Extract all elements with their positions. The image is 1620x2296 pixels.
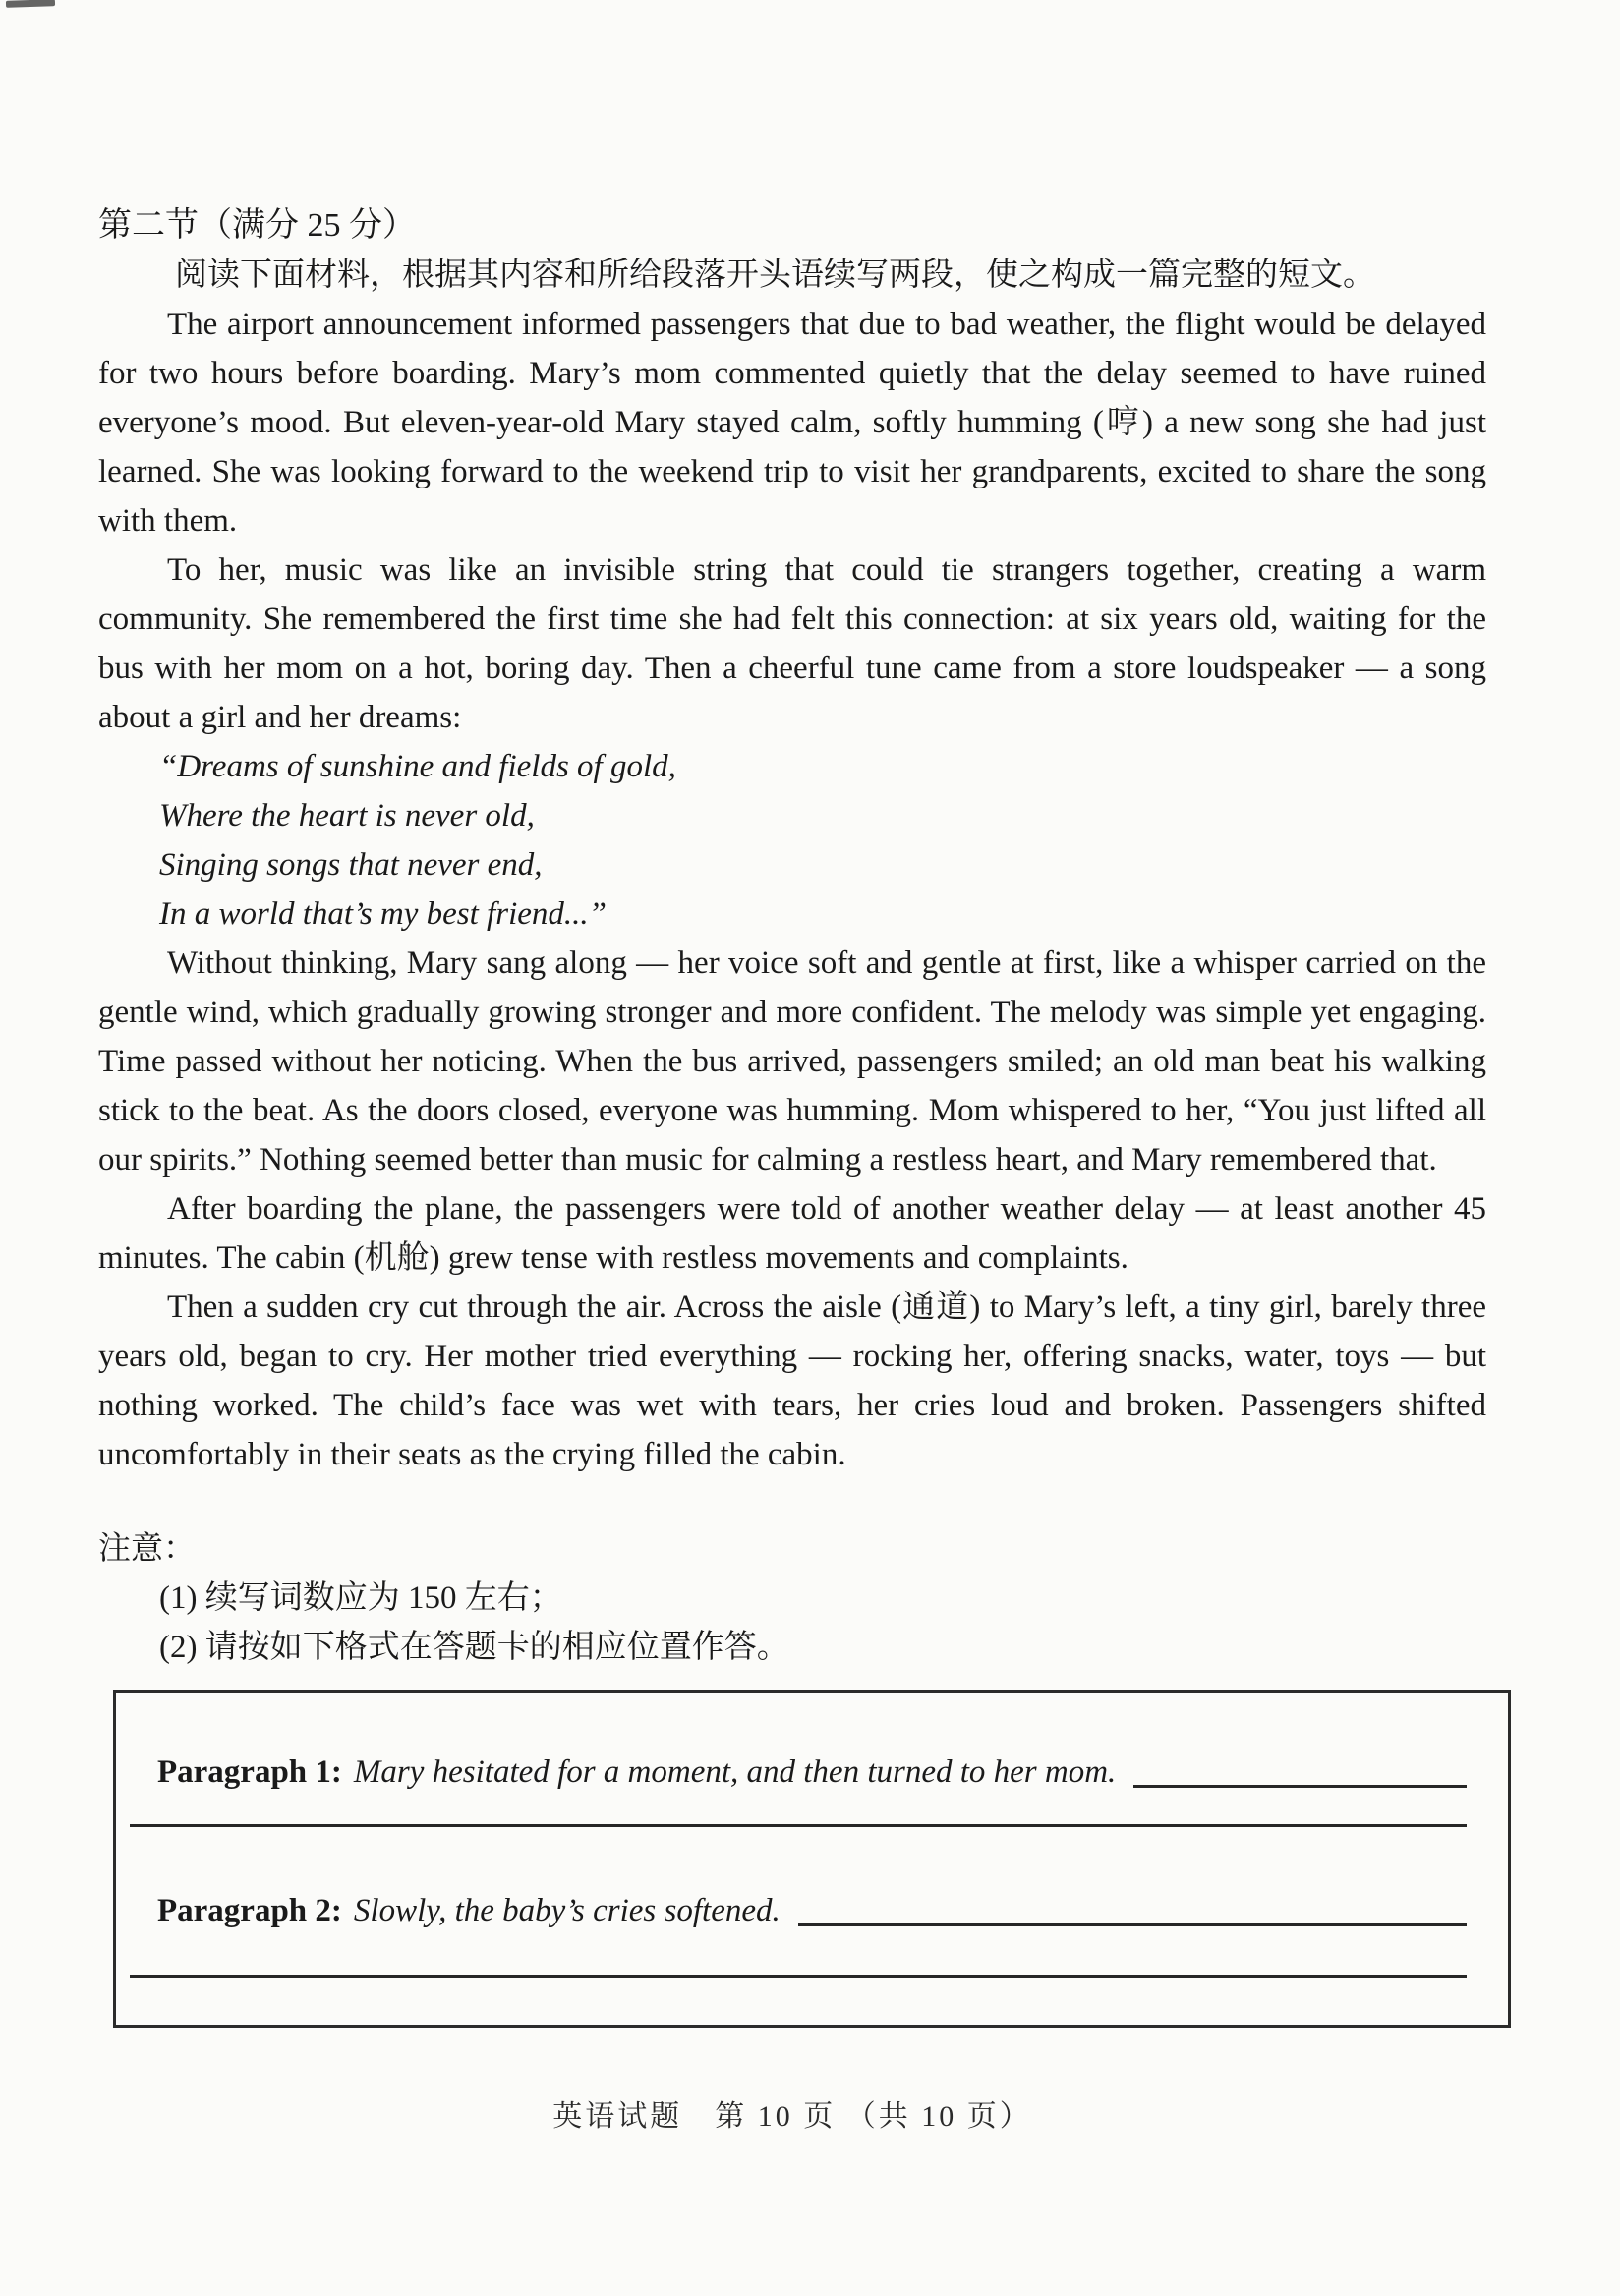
paragraph-1-answer-blank [1133,1785,1467,1788]
passage-paragraph-2: To her, music was like an invisible string that could tie strangers together, creating a warm community. She remembered the first time she had felt this connection: at six years old, waiting for the bus with her mom on a hot, boring day. Then a cheerful tune came from a store loudspeaker — a song about a girl and her dreams: [98,552,1486,735]
paragraph-1-label: Paragraph 1: [157,1754,342,1790]
passage-paragraph-1: The airport announcement informed passengers that due to bad weather, the flight would be delayed for two hours before boarding. Mary’s mom commented quietly that the delay seemed to have ruined everyone’s mood. But eleven-year-old Mary stayed calm, softly humming (哼) a new song she had just learned. She was looking forward to the weekend trip to visit her grandparents, excited to share the song with them. [98,307,1486,539]
notes-section [98,1524,1486,1672]
passage-paragraph-4: After boarding the plane, the passengers were told of another weather delay — at least another 45 minutes. The cabin (机舱) grew tense with restless movements and complaints. [98,1191,1486,1276]
paragraph-1-row [157,1748,1467,1797]
poem-line-1: “Dreams of sunshine and fields of gold, [159,749,676,784]
answer-format-box [113,1690,1511,2028]
note-item-2: (2) 请按如下格式在答题卡的相应位置作答。 [159,1630,789,1665]
notes-label: 注意： [98,1531,196,1567]
paragraph-1-opening: Mary hesitated for a moment, and then turned to her mom. [353,1754,1117,1790]
paragraph-2-answer-line [130,1975,1467,1978]
passage-paragraph-5: Then a sudden cry cut through the air. Across the aisle (通道) to Mary’s left, a tiny girl, barely three years old, began to cry. Her mother tried everything — rocking her, offering snacks, water, toys — but nothing worked. The child’s face was wet with tears, her cries loud and broken. Passengers shifted uncomfortably in their seats as the crying filled the cabin. [98,1290,1486,1472]
poem-line-4: In a world that’s my best friend...” [159,896,607,932]
paragraph-2-opening: Slowly, the baby’s cries softened. [353,1893,781,1928]
page-content [98,201,1486,2138]
scan-artifact-mark [6,0,55,8]
paragraph-1-answer-line [130,1824,1467,1827]
poem [159,742,1486,939]
paragraph-2-label: Paragraph 2: [157,1893,342,1928]
note-item-1: (1) 续写词数应为 150 左右； [159,1580,562,1616]
passage-paragraph-3: Without thinking, Mary sang along — her voice soft and gentle at first, like a whisper carried on the gentle wind, which gradually growing stronger and more confident. The melody was simple yet engaging. Time passed without her noticing. When the bus arrived, passengers smiled; an old man beat his walking stick to the beat. As the doors closed, everyone was humming. Mom whispered to her, “You just lifted all our spirits.” Nothing seemed better than music for calming a restless heart, and Mary remembered that. [98,946,1486,1177]
poem-line-2: Where the heart is never old, [159,798,535,833]
page-footer: 英语试题 第 10 页 （共 10 页） [552,2100,1032,2133]
paragraph-2-answer-blank [798,1923,1467,1926]
paragraph-2-row [157,1886,1467,1935]
poem-line-3: Singing songs that never end, [159,847,543,883]
instruction-text: 阅读下面材料，根据其内容和所给段落开头语续写两段，使之构成一篇完整的短文。 [175,258,1375,293]
section-title: 第二节（满分 25 分） [98,207,416,244]
